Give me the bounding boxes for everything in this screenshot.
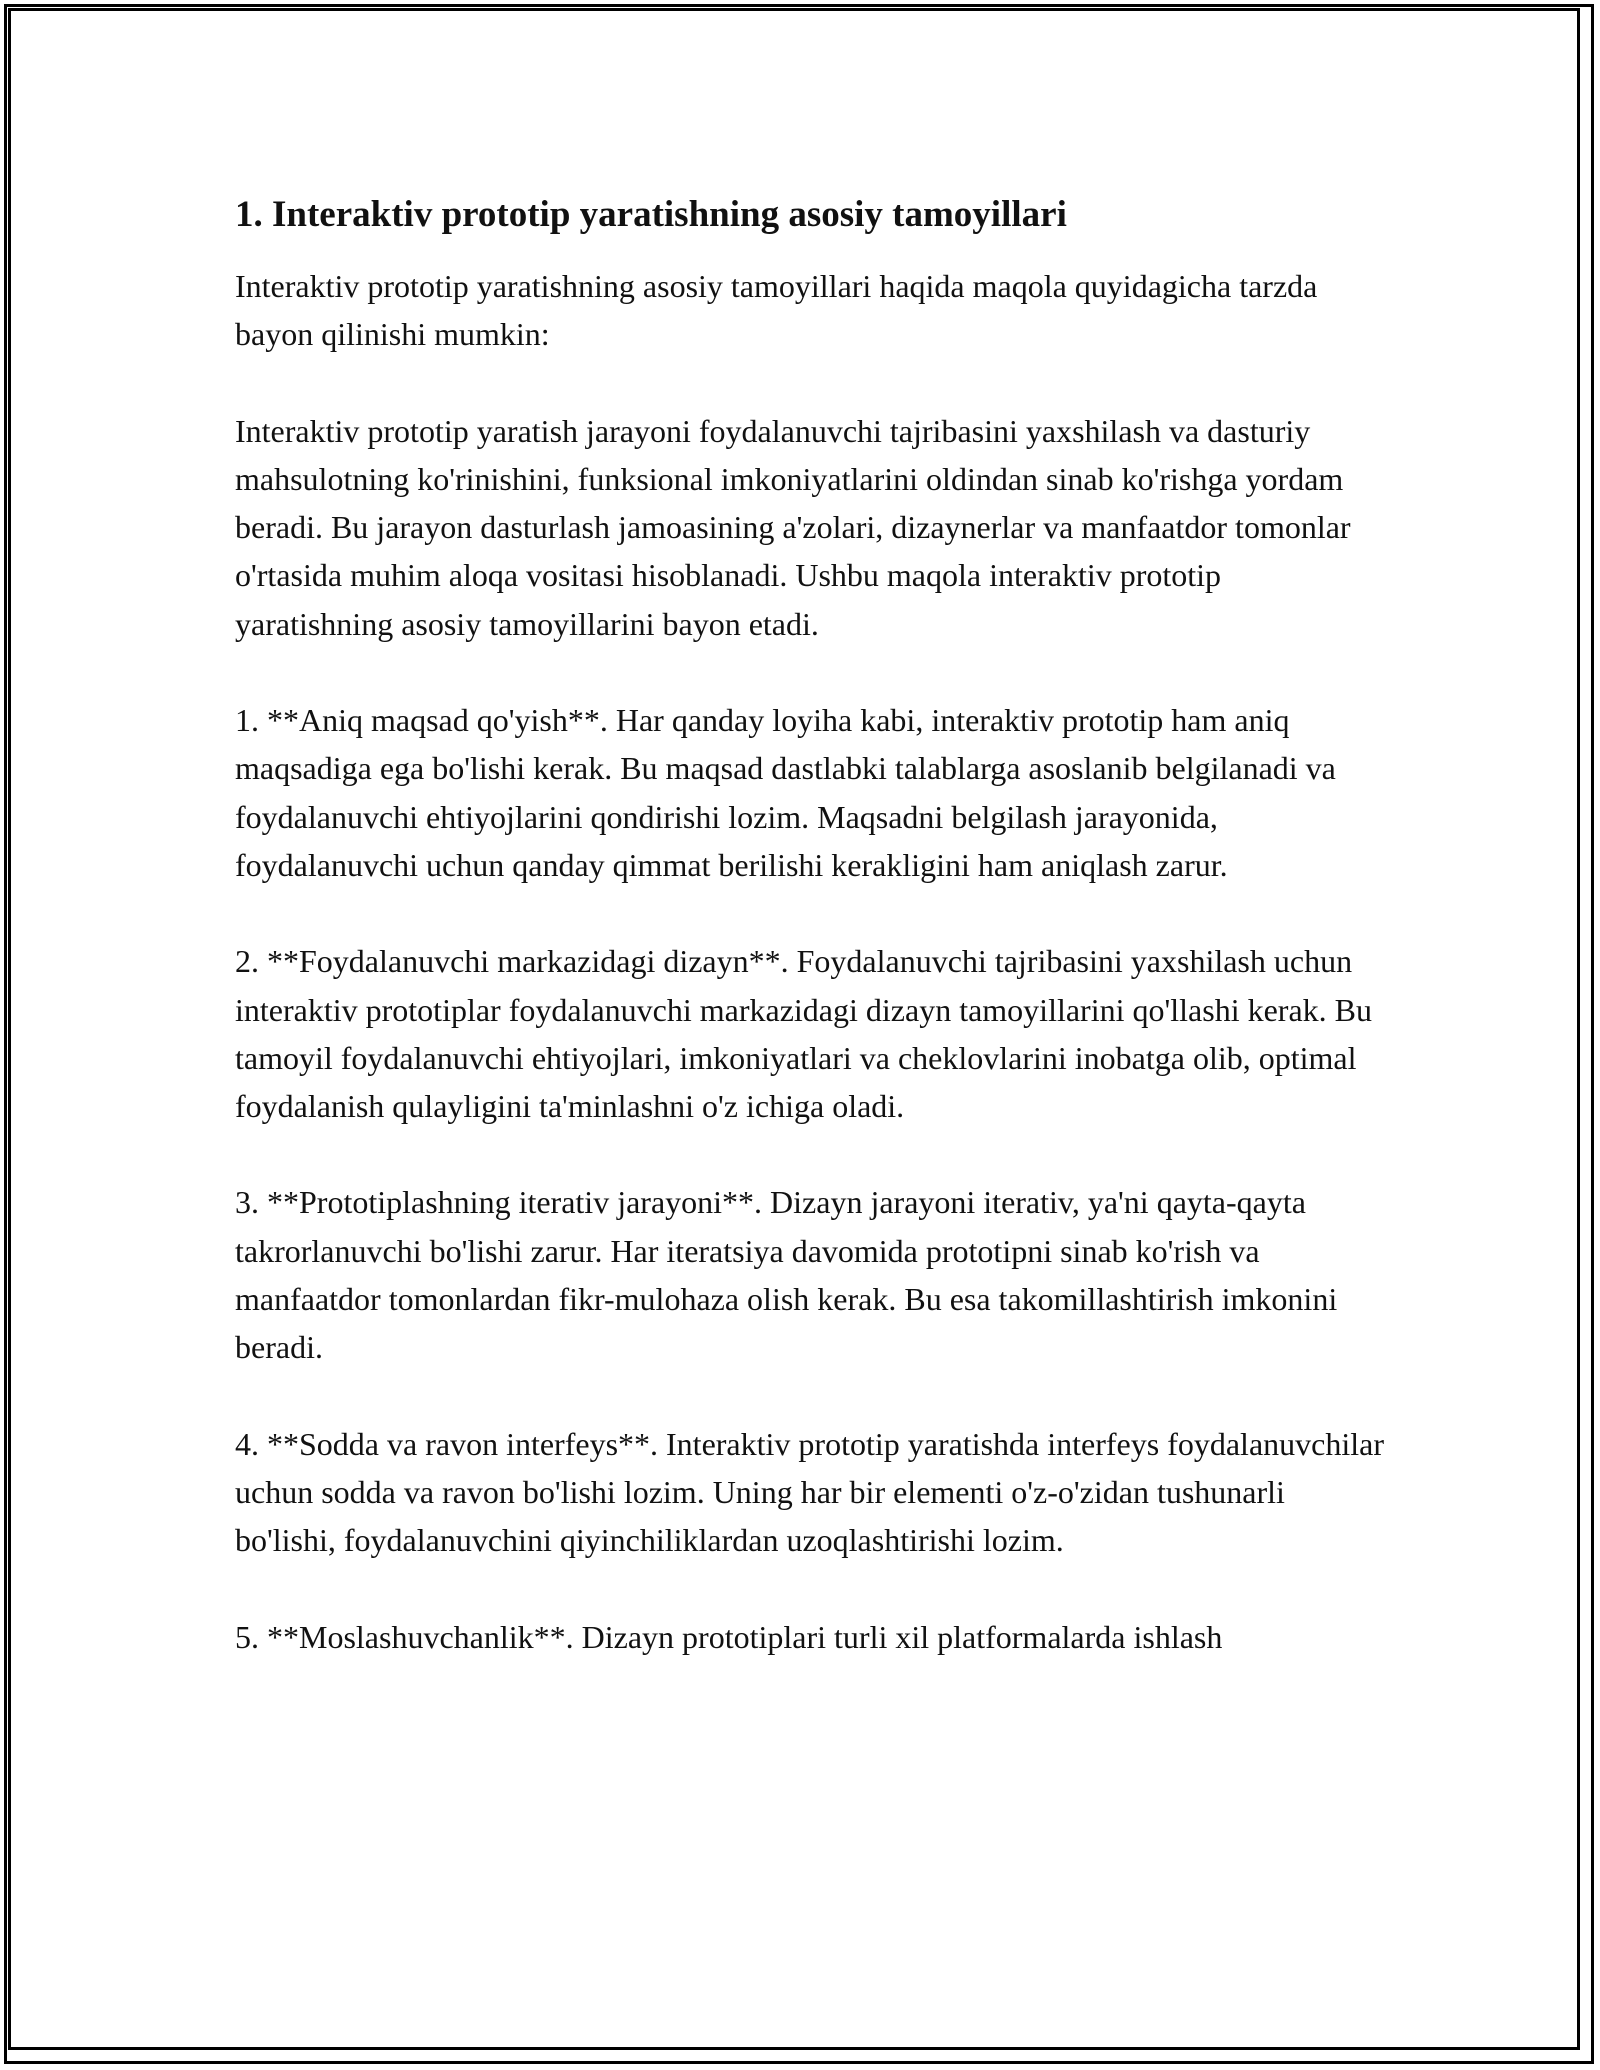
intro-paragraph: Interaktiv prototip yaratishning asosiy tamoyillari haqida maqola quyidagicha tarzda bayon qilinishi mumkin: (235, 268, 1318, 353)
document-heading: 1. Interaktiv prototip yaratishning asosiy tamoyillari (235, 194, 1067, 235)
principle-3-paragraph: 3. **Prototiplashning iterativ jarayoni**. Dizayn jarayoni iterativ, ya'ni qayta-qayta takrorlanuvchi bo'lishi zarur. Har iteratsiya davomida prototipni sinab ko'rish va manfaatdor tomonlardan fikr-mulohaza olish kerak. Bu esa takomillashtirish imkonini beradi. (235, 1184, 1338, 1366)
overview-paragraph: Interaktiv prototip yaratish jarayoni foydalanuvchi tajribasini yaxshilash va dasturiy mahsulotning ko'rinishini, funksional imkoniyatlarini oldindan sinab ko'rishga yordam beradi. Bu jarayon dasturlash jamoasining a'zolari, dizaynerlar va manfaatdor tomonlar o'rtasida muhim aloqa vositasi hisoblanadi. Ushbu maqola interaktiv prototip yaratishning asosiy tamoyillarini bayon etadi. (235, 412, 1351, 642)
principle-1-paragraph: 1. **Aniq maqsad qo'yish**. Har qanday loyiha kabi, interaktiv prototip ham aniq maqsadiga ega bo'lishi kerak. Bu maqsad dastlabki talablarga asoslanib belgilanadi va foydalanuvchi ehtiyojlarini qondirishi lozim. Maqsadni belgilash jarayonida, foydalanuvchi uchun qanday qimmat berilishi kerakligini ham aniqlash zarur. (235, 702, 1336, 883)
principle-5-paragraph: 5. **Moslashuvchanlik**. Dizayn prototiplari turli xil platformalarda ishlash (235, 1618, 1223, 1655)
principle-2-paragraph: 2. **Foydalanuvchi markazidagi dizayn**. Foydalanuvchi tajribasini yaxshilash uchun interaktiv prototiplar foydalanuvchi markazidagi dizayn tamoyillarini qo'llashi kerak. Bu tamoyil foydalanuvchi ehtiyojlari, imkoniyatlari va cheklovlarini inobatga olib, optimal foydalanish qulayligini ta'minlashni o'z ichiga oladi. (235, 943, 1372, 1125)
document-body (235, 188, 1385, 1709)
principle-4-paragraph: 4. **Sodda va ravon interfeys**. Interaktiv prototip yaratishda interfeys foydalanuvchilar uchun sodda va ravon bo'lishi lozim. Uning har bir elementi o'z-o'zidan tushunarli bo'lishi, foydalanuvchini qiyinchiliklardan uzoqlashtirishi lozim. (235, 1425, 1384, 1559)
